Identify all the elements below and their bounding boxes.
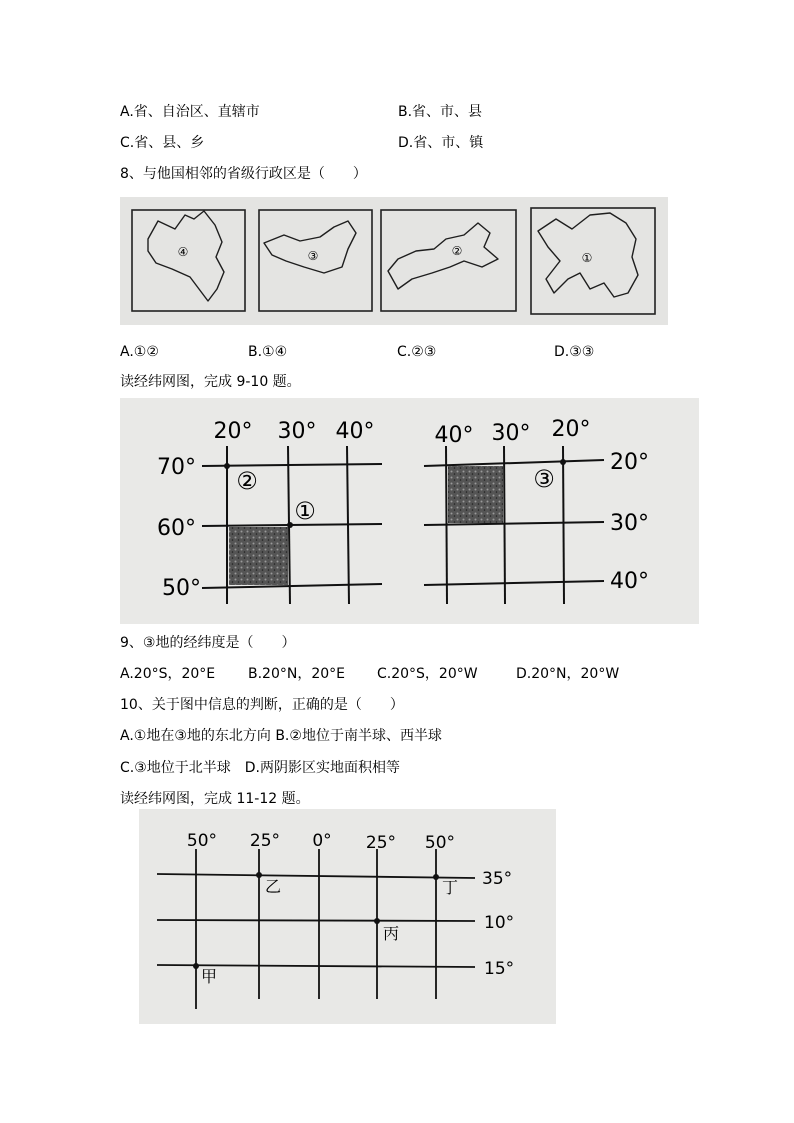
point-bing-dot bbox=[374, 918, 380, 924]
intro-9-10: 读经纬网图，完成 9-10 题。 bbox=[120, 374, 301, 390]
q8-option-d: D.③③ bbox=[554, 344, 595, 360]
point-ding-dot bbox=[433, 874, 439, 880]
point-1-dot bbox=[287, 522, 293, 528]
lon-50e: 50° bbox=[424, 833, 456, 853]
map-4-label: ① bbox=[581, 251, 593, 265]
lat-35: 35° bbox=[482, 869, 513, 889]
point-jia-label: 甲 bbox=[201, 967, 218, 986]
shaded-area-left bbox=[229, 527, 288, 585]
q10-options-line1: A.①地在③地的东北方向 B.②地位于南半球、西半球 bbox=[120, 728, 442, 744]
lon-25e: 25° bbox=[365, 833, 397, 853]
q9-option-a: A.20°S，20°E bbox=[120, 666, 216, 682]
lat-10: 10° bbox=[484, 913, 515, 933]
province-maps-figure bbox=[120, 197, 668, 325]
q9-option-d: D.20°N，20°W bbox=[516, 666, 620, 682]
lat-15: 15° bbox=[484, 959, 515, 979]
q8-option-c: C.②③ bbox=[397, 344, 437, 360]
right-lat-30: 30° bbox=[610, 511, 649, 536]
point-yi-label: 乙 bbox=[265, 877, 282, 896]
graticule-figure-2 bbox=[139, 809, 556, 1024]
right-lon-20: 20° bbox=[551, 417, 591, 442]
point-ding-label: 丁 bbox=[442, 878, 459, 897]
lon-50w: 50° bbox=[186, 831, 218, 851]
map-1-label: ④ bbox=[177, 245, 189, 259]
q8-option-a: A.①② bbox=[120, 344, 159, 360]
point-3-dot bbox=[560, 459, 566, 465]
intro-11-12: 读经纬网图，完成 11-12 题。 bbox=[120, 791, 310, 807]
lon-25w: 25° bbox=[249, 831, 281, 851]
q9-stem: 9、③地的经纬度是（ ） bbox=[120, 635, 296, 651]
point-bing-label: 丙 bbox=[383, 924, 400, 943]
left-lon-30: 30° bbox=[277, 419, 317, 444]
point-jia-dot bbox=[193, 963, 199, 969]
right-lon-30: 30° bbox=[491, 421, 531, 446]
point-3-label: ③ bbox=[533, 465, 555, 493]
q10-stem: 10、关于图中信息的判断，正确的是（ ） bbox=[120, 697, 404, 713]
left-lat-70: 70° bbox=[157, 455, 196, 480]
left-lon-20: 20° bbox=[213, 419, 253, 444]
point-2-label: ② bbox=[236, 467, 258, 495]
point-1-label: ① bbox=[294, 497, 316, 525]
q7-option-b: B.省、市、县 bbox=[398, 104, 483, 120]
q8-stem: 8、与他国相邻的省级行政区是（ ） bbox=[120, 166, 367, 182]
right-lat-20: 20° bbox=[610, 450, 649, 475]
q7-option-c: C.省、县、乡 bbox=[120, 135, 205, 151]
shaded-area-right bbox=[448, 466, 503, 523]
q7-option-d: D.省、市、镇 bbox=[398, 135, 484, 151]
graticule-figure-1 bbox=[120, 398, 699, 624]
q8-option-b: B.①④ bbox=[248, 344, 288, 360]
lon-0: 0° bbox=[312, 831, 332, 851]
left-lat-60: 60° bbox=[157, 516, 196, 541]
right-lat-40: 40° bbox=[610, 569, 649, 594]
q10-options-line2: C.③地位于北半球 D.两阴影区实地面积相等 bbox=[120, 760, 401, 776]
q7-option-a: A.省、自治区、直辖市 bbox=[120, 104, 260, 120]
point-yi-dot bbox=[256, 872, 262, 878]
left-lon-40: 40° bbox=[335, 419, 375, 444]
left-lat-50: 50° bbox=[162, 576, 201, 601]
map-2-label: ③ bbox=[307, 249, 319, 263]
q9-option-c: C.20°S，20°W bbox=[377, 666, 478, 682]
right-lon-40: 40° bbox=[434, 423, 474, 448]
q9-option-b: B.20°N，20°E bbox=[248, 666, 346, 682]
point-2-dot bbox=[224, 463, 230, 469]
map-3-label: ② bbox=[451, 244, 463, 258]
